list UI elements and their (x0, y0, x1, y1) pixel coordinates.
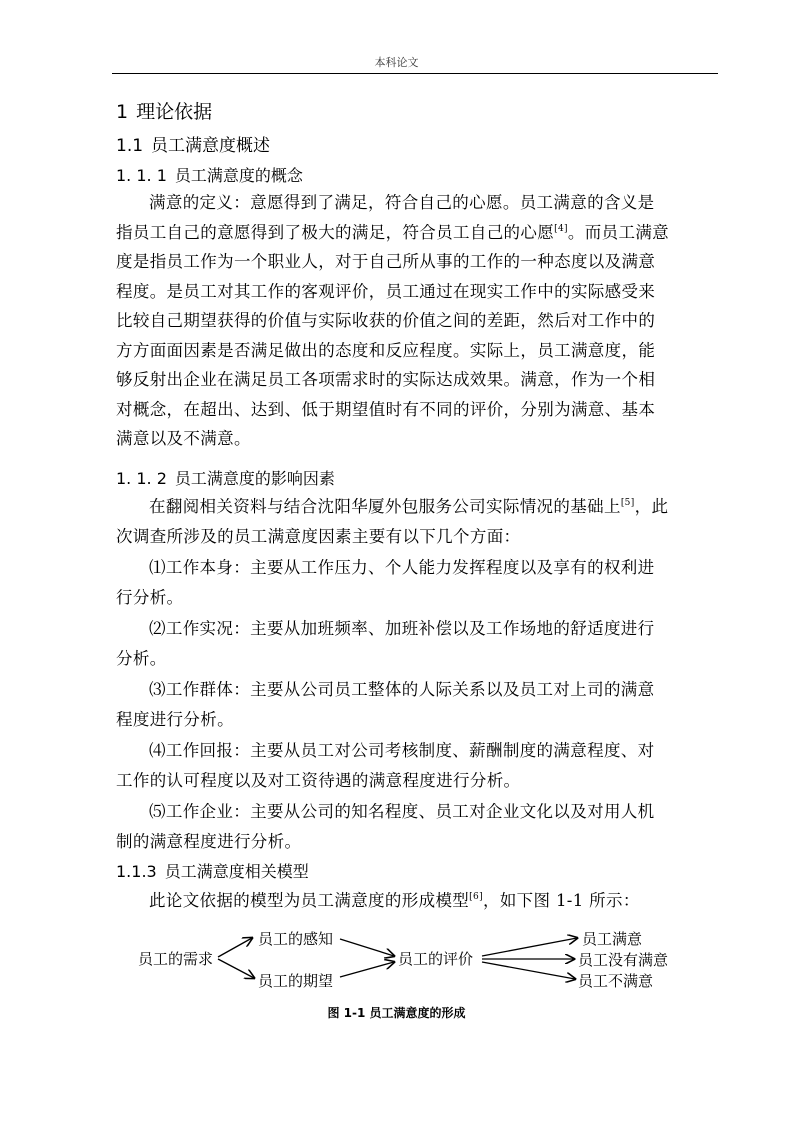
subsection-title: 员工满意度相关模型 (164, 862, 309, 881)
text-line: 方方面面因素是否满足做出的态度和反应程度。实际上，员工满意度，能 (116, 340, 656, 360)
text-line: 够反射出企业在满足员工各项需求时的实际达成效果。满意，作为一个相 (116, 370, 656, 389)
subsection-heading-concept (116, 163, 303, 186)
subsection-heading-factors (116, 466, 335, 489)
citation: [4] (554, 223, 568, 234)
text-line: 程度。是员工对其工作的客观评价，员工通过在现实工作中的实际感受来 (116, 281, 656, 301)
arrow-perception-to-evaluation (340, 939, 394, 956)
factor-item-1: ⑴工作本身：主要从工作压力、个人能力发挥程度以及享有的权利进 行分析。 (116, 558, 655, 607)
subsection-heading-model (116, 859, 309, 882)
formation-model-diagram (130, 925, 710, 995)
text-line: 满意的定义：意愿得到了满足，符合自己的心愿。员工满意的含义是 (149, 193, 655, 212)
arrow-evaluation-to-dissatisfied (482, 962, 575, 979)
node-employee-perception: 员工的感知 (258, 930, 334, 948)
chapter-number: 1 (116, 101, 129, 123)
citation: [6] (469, 892, 483, 902)
factor-item-3: ⑶工作群体：主要从公司员工整体的人际关系以及员工对上司的满意 程度进行分析。 (116, 680, 655, 729)
arrow-evaluation-to-satisfied (482, 938, 577, 956)
text-line: 此论文依据的模型为员工满意度的形成模型[6]，如下图 1-1 所示： (149, 891, 640, 910)
header-rule (112, 73, 718, 74)
node-employee-evaluation: 员工的评价 (398, 950, 474, 968)
text-line: 在翻阅相关资料与结合沈阳华厦外包服务公司实际情况的基础上[5]，此 (149, 497, 669, 516)
section-heading (116, 131, 270, 156)
paragraph-definition (116, 188, 718, 454)
section-number: 1.1 (116, 136, 144, 156)
text-line: 度是指员工作为一个职业人，对于自己所从事的工作的一种态度以及满意 (116, 252, 656, 271)
text-line: 比较自己期望获得的价值与实际收获的价值之间的差距，然后对工作中的 (116, 311, 656, 330)
text-line: 指员工自己的意愿得到了极大的满足，符合员工自己的心愿[4]。而员工满意 (116, 222, 670, 242)
text-line: 对概念，在超出、达到、低于期望值时有不同的评价，分别为满意、基本 (116, 399, 656, 419)
subsection-title: 员工满意度的概念 (174, 166, 303, 185)
running-header: 本科论文 (374, 56, 419, 69)
factor-item-5: ⑸工作企业：主要从公司的知名程度、员工对企业文化以及对用人机 制的满意程度进行分析。 (116, 802, 655, 851)
factor-item-2: ⑵工作实况：主要从加班频率、加班补偿以及工作场地的舒适度进行 分析。 (116, 619, 655, 668)
citation: [5] (620, 498, 635, 508)
node-satisfied: 员工满意 (582, 930, 643, 948)
subsection-number: 1.1.3 (116, 862, 157, 881)
paragraph-model-intro (116, 886, 718, 916)
paragraph-factors-intro (116, 492, 718, 551)
figure-caption: 图 1-1 员工满意度的形成 (327, 1006, 466, 1020)
node-dissatisfied: 员工不满意 (578, 972, 654, 990)
subsection-number: 1. 1. 1 (116, 166, 167, 185)
text-line: 满意以及不满意。 (116, 429, 251, 448)
arrow-need-to-perception (218, 938, 252, 957)
node-employee-expectation: 员工的期望 (258, 972, 334, 990)
arrow-need-to-expectation (218, 959, 254, 978)
subsection-title: 员工满意度的影响因素 (174, 469, 335, 488)
chapter-title: 理论依据 (136, 101, 213, 123)
node-not-dissatisfied: 员工没有满意 (578, 951, 669, 969)
text-line: 次调查所涉及的员工满意度因素主要有以下几个方面： (116, 526, 521, 546)
factor-item-4: ⑷工作回报：主要从员工对公司考核制度、薪酬制度的满意程度、对 工作的认可程度以及对工资待遇的满意程度进行分析。 (116, 741, 655, 790)
chapter-heading (116, 97, 212, 124)
arrow-expectation-to-evaluation (340, 962, 394, 977)
node-employee-need: 员工的需求 (138, 950, 214, 968)
section-title: 员工满意度概述 (151, 136, 271, 156)
subsection-number: 1. 1. 2 (116, 469, 167, 488)
